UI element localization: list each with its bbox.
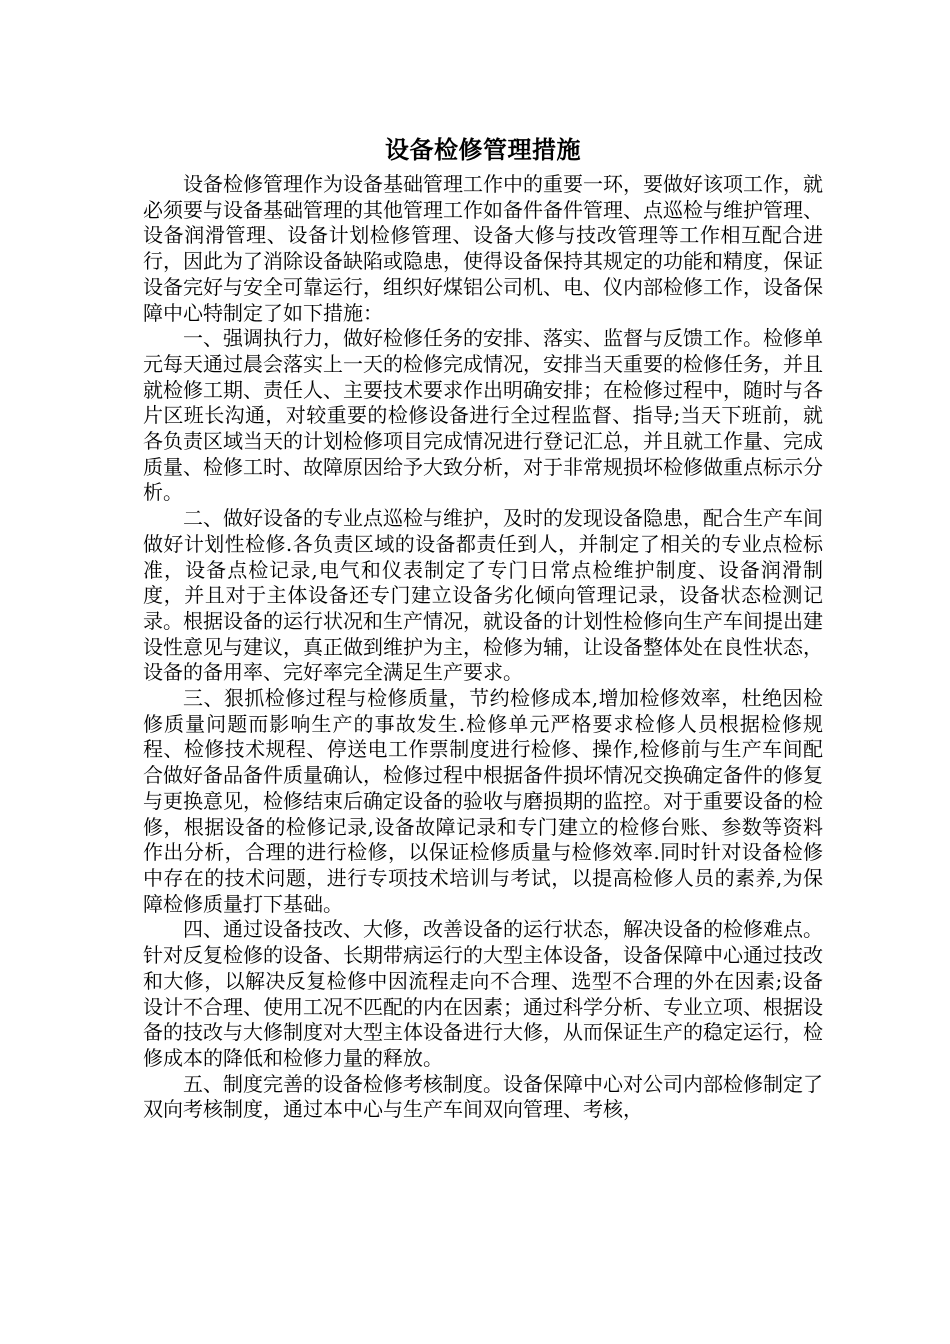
document-body <box>143 132 823 1123</box>
intro-paragraph: 设备检修管理作为设备基础管理工作中的重要一环，要做好该项工作，就必须要与设备基础管理的其他管理工作如备件备件管理、点巡检与维护管理、设备润滑管理、设备计划检修管理、设备大修与技改管理等工作相互配合进行，因此为了消除设备缺陷或隐患，使得设备保持其规定的功能和精度，保证设备完好与安全可靠运行，组织好煤铝公司机、电、仪内部检修工作，设备保障中心特制定了如下措施： <box>143 172 823 325</box>
measure-5-paragraph: 五、制度完善的设备检修考核制度。设备保障中心对公司内部检修制定了双向考核制度，通过本中心与生产车间双向管理、考核， <box>143 1071 823 1122</box>
measure-4-paragraph: 四、通过设备技改、大修，改善设备的运行状态，解决设备的检修难点。针对反复检修的设备、长期带病运行的大型主体设备，设备保障中心通过技改和大修，以解决反复检修中因流程走向不合理、选型不合理的外在因素;设备设计不合理、使用工况不匹配的内在因素；通过科学分析、专业立项、根据设备的技改与大修制度对大型主体设备进行大修，从而保证生产的稳定运行，检修成本的降低和检修力量的释放。 <box>143 917 823 1070</box>
measure-1-paragraph: 一、强调执行力，做好检修任务的安排、落实、监督与反馈工作。检修单元每天通过晨会落实上一天的检修完成情况，安排当天重要的检修任务，并且就检修工期、责任人、主要技术要求作出明确安排；在检修过程中，随时与各片区班长沟通，对较重要的检修设备进行全过程监督、指导;当天下班前，就各负责区域当天的计划检修项目完成情况进行登记汇总，并且就工作量、完成质量、检修工时、故障原因给予大致分析，对于非常规损坏检修做重点标示分析。 <box>143 326 823 505</box>
measure-2-paragraph: 二、做好设备的专业点巡检与维护，及时的发现设备隐患，配合生产车间做好计划性检修.各负责区域的设备都责任到人，并制定了相关的专业点检标准，设备点检记录,电气和仪表制定了专门日常点检维护制度、设备润滑制度，并且对于主体设备还专门建立设备劣化倾向管理记录，设备状态检测记录。根据设备的运行状况和生产情况，就设备的计划性检修向生产车间提出建设性意见与建议，真正做到维护为主，检修为辅，让设备整体处在良性状态，设备的备用率、完好率完全满足生产要求。 <box>143 506 823 685</box>
measure-3-paragraph: 三、狠抓检修过程与检修质量，节约检修成本,增加检修效率，杜绝因检修质量问题而影响生产的事故发生.检修单元严格要求检修人员根据检修规程、检修技术规程、停送电工作票制度进行检修、操作,检修前与生产车间配合做好备品备件质量确认，检修过程中根据备件损坏情况交换确定备件的修复与更换意见，检修结束后确定设备的验收与磨损期的监控。对于重要设备的检修，根据设备的检修记录,设备故障记录和专门建立的检修台账、参数等资料作出分析，合理的进行检修，以保证检修质量与检修效率.同时针对设备检修中存在的技术问题，进行专项技术培训与考试，以提高检修人员的素养,为保障检修质量打下基础。 <box>143 686 823 916</box>
document-title: 设备检修管理措施 <box>385 135 581 164</box>
